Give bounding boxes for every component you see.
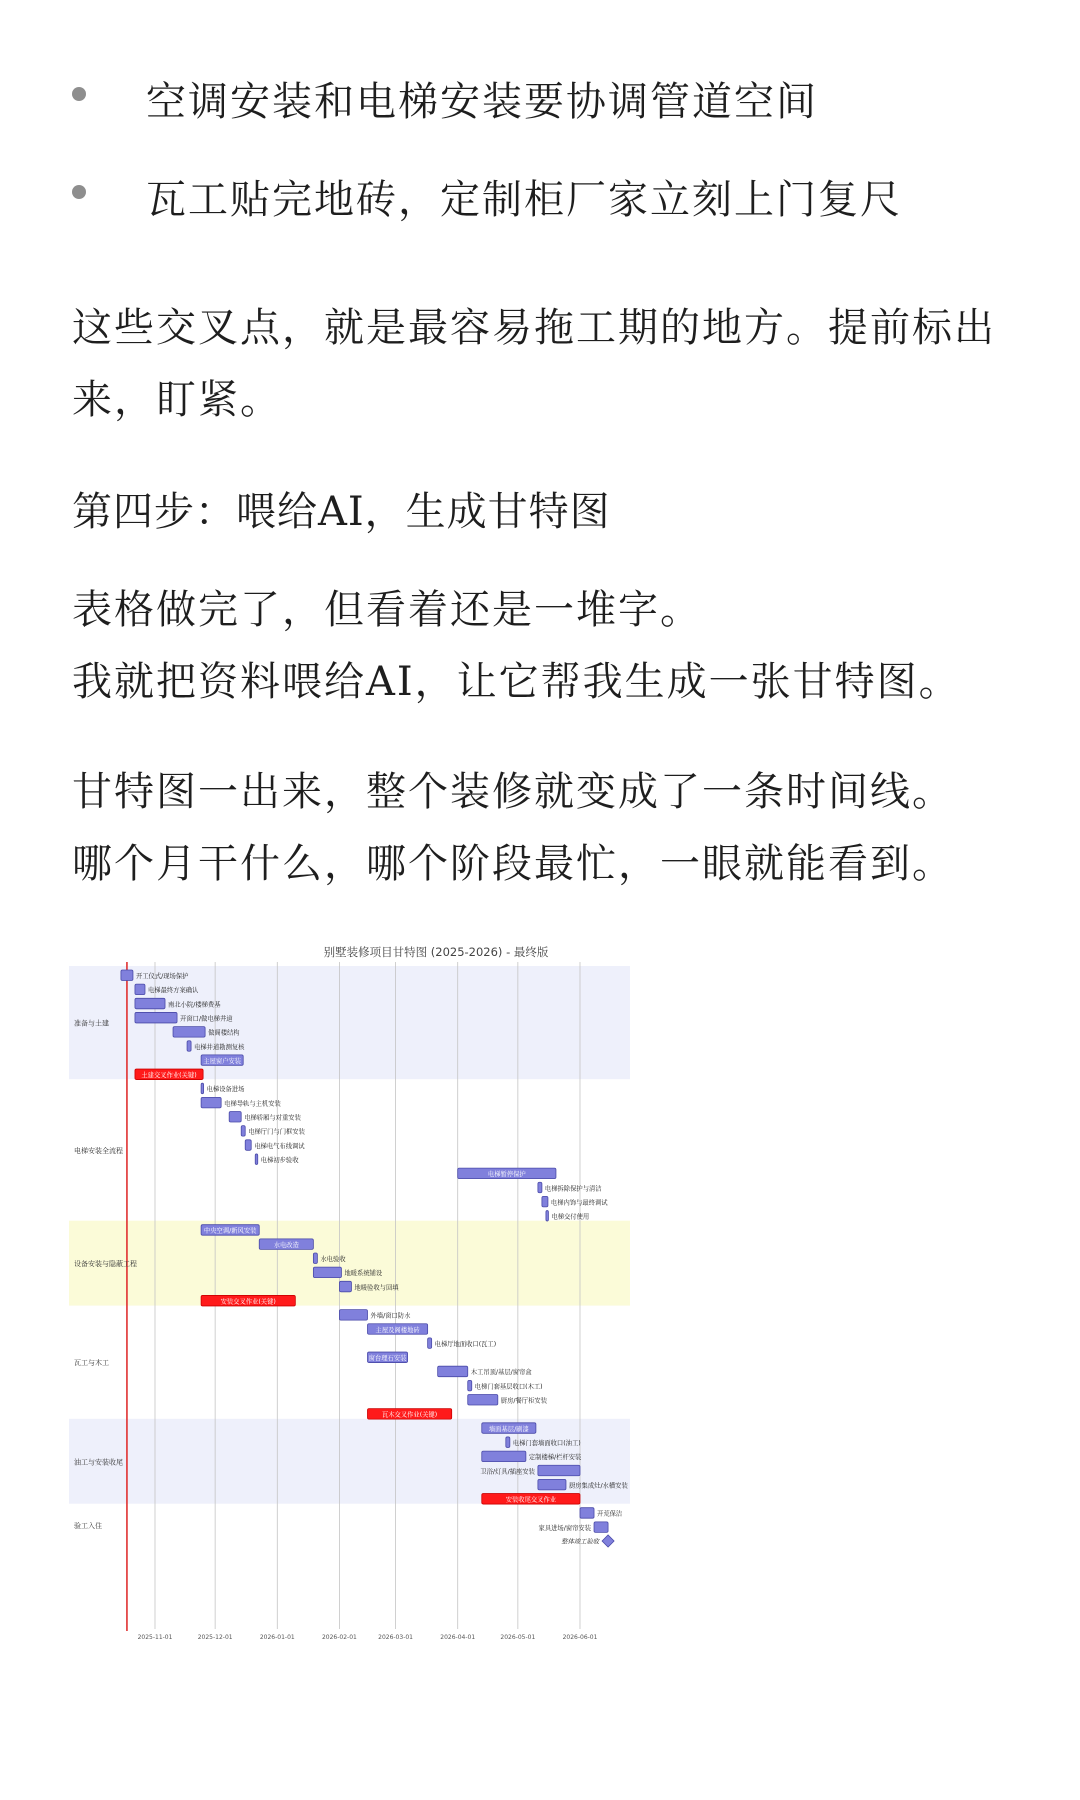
task-label: 窗台理石安装 xyxy=(368,1355,407,1363)
task-label: 电梯初步验收 xyxy=(260,1156,299,1164)
task-bar xyxy=(594,1522,608,1533)
task-bar xyxy=(245,1140,251,1151)
x-tick-label: 2025-12-01 xyxy=(197,1634,233,1641)
task-label: 外墙/窗口防水 xyxy=(370,1312,411,1320)
task-bar xyxy=(135,1012,177,1023)
group-band xyxy=(69,1221,630,1306)
step-heading: 第四步：喂给AI，生成甘特图 xyxy=(72,489,611,535)
task-bar xyxy=(506,1437,510,1448)
group-label: 验工入住 xyxy=(74,1521,102,1530)
paragraph-line: 哪个月干什么，哪个阶段最忙，一眼就能看到。 xyxy=(72,841,954,887)
chart-title: 别墅装修项目甘特图 (2025-2026) - 最终版 xyxy=(323,945,549,959)
paragraph-line: 来，盯紧。 xyxy=(72,377,282,423)
group-band xyxy=(69,1419,630,1504)
task-bar xyxy=(538,1479,566,1490)
task-bar xyxy=(173,1027,205,1038)
task-label: 电梯门套基层收口(木工) xyxy=(474,1383,543,1391)
bullet-dot xyxy=(72,87,86,101)
task-label: 电梯最终方案确认 xyxy=(147,987,199,995)
task-label: 安装交叉作业(关键) xyxy=(220,1298,276,1306)
x-tick-label: 2026-06-01 xyxy=(562,1634,598,1641)
group-label: 准备与土建 xyxy=(74,1019,109,1028)
task-label: 电梯厅门与门框安装 xyxy=(248,1128,305,1136)
paragraph-crosspoints xyxy=(72,292,1012,436)
bullet-item-1 xyxy=(72,64,972,124)
bullet-item-2 xyxy=(72,162,972,222)
paragraph-line: 甘特图一出来，整个装修就变成了一条时间线。 xyxy=(72,769,954,815)
task-label: 中央空调/新风安装 xyxy=(203,1227,257,1235)
task-label: 电梯门套墙面收口(油工) xyxy=(512,1439,581,1447)
task-bar xyxy=(482,1451,526,1462)
task-label: 电梯厅地面收口(瓦工) xyxy=(434,1340,497,1348)
task-label: 墙面基层/刷漆 xyxy=(488,1425,529,1433)
x-tick-label: 2026-05-01 xyxy=(500,1634,536,1641)
task-label: 安装收尾交叉作业 xyxy=(505,1496,557,1504)
task-bar xyxy=(135,984,145,995)
task-bar xyxy=(339,1281,351,1292)
x-tick-label: 2026-03-01 xyxy=(378,1634,414,1641)
task-label: 家具进场/窗帘安装 xyxy=(538,1524,592,1532)
group-label: 电梯安装全流程 xyxy=(74,1146,123,1155)
task-bar xyxy=(339,1310,367,1321)
paragraph-line: 这些交叉点，就是最容易拖工期的地方。提前标出 xyxy=(72,305,996,351)
task-label: 电梯电气布线调试 xyxy=(254,1142,305,1150)
x-tick-label: 2026-02-01 xyxy=(321,1634,357,1641)
bullet-text: 空调安装和电梯安装要协调管道空间 xyxy=(146,79,818,125)
task-label: 水电改造 xyxy=(273,1241,299,1249)
group-label: 瓦工与木工 xyxy=(74,1359,109,1368)
task-label: 土建交叉作业(关键) xyxy=(141,1072,197,1080)
task-label: 电梯设备进场 xyxy=(206,1086,245,1094)
task-bar xyxy=(542,1196,548,1207)
task-bar xyxy=(201,1083,204,1094)
task-label: 地暖系统铺设 xyxy=(344,1270,383,1278)
task-bar xyxy=(313,1253,317,1264)
task-label: 地暖验收与回填 xyxy=(354,1284,399,1292)
task-bar xyxy=(121,970,133,981)
task-label: 定制楼梯/栏杆安装 xyxy=(528,1454,582,1462)
task-bar xyxy=(313,1267,341,1278)
task-label: 电梯交付使用 xyxy=(551,1213,590,1221)
task-bar xyxy=(538,1465,580,1476)
task-bar xyxy=(135,998,165,1009)
paragraph-line: 表格做完了，但看着还是一堆字。 xyxy=(72,587,702,633)
task-bar xyxy=(580,1508,594,1519)
task-label: 开工仪式/现场保护 xyxy=(135,973,189,980)
task-bar xyxy=(241,1126,245,1137)
task-bar xyxy=(546,1211,549,1222)
task-label: 木工吊顶/基层/窗帘盒 xyxy=(470,1369,532,1377)
task-label: 电梯内饰与最终调试 xyxy=(550,1199,608,1207)
task-label: 主屋及阁楼地砖 xyxy=(375,1326,420,1334)
task-label: 卫浴/灯具/插座安装 xyxy=(480,1468,535,1476)
bullet-dot xyxy=(72,185,86,199)
task-label: 电梯井道勘测复核 xyxy=(194,1043,245,1051)
task-label: 电梯暂停保护 xyxy=(487,1171,526,1179)
task-label: 开窗口/做电梯井道 xyxy=(180,1015,233,1023)
milestone-marker xyxy=(602,1535,614,1547)
task-bar xyxy=(428,1338,432,1349)
task-label: 开荒保洁 xyxy=(597,1510,623,1518)
task-label: 厨房/餐厅柜安装 xyxy=(500,1397,548,1405)
x-tick-label: 2025-11-01 xyxy=(137,1634,173,1641)
task-bar xyxy=(255,1154,257,1165)
task-label: 电梯导轨与主机安装 xyxy=(224,1100,281,1108)
task-bar xyxy=(229,1112,241,1123)
task-bar xyxy=(538,1182,542,1193)
task-label: 水电验收 xyxy=(320,1256,346,1263)
bullet-text: 瓦工贴完地砖，定制柜厂家立刻上门复尺 xyxy=(146,177,902,223)
x-tick-label: 2026-04-01 xyxy=(440,1634,476,1641)
paragraph-gantt-result xyxy=(72,756,1012,900)
group-label: 设备安装与隐蔽工程 xyxy=(74,1260,137,1269)
paragraph-line: 我就把资料喂给AI，让它帮我生成一张甘特图。 xyxy=(72,659,961,705)
task-label: 厨房集成灶/水槽安装 xyxy=(568,1482,628,1490)
task-label: 电梯轿厢与对重安装 xyxy=(244,1114,301,1122)
paragraph-table-done xyxy=(72,574,1012,718)
task-bar xyxy=(468,1395,498,1406)
task-label: 主屋窗户安装 xyxy=(203,1057,242,1065)
task-label: 整体竣工验收 xyxy=(561,1538,600,1546)
task-label: 电梯拆除保护与清洁 xyxy=(544,1185,602,1193)
task-label: 做阁楼结构 xyxy=(208,1029,240,1037)
group-label: 油工与安装收尾 xyxy=(74,1458,123,1467)
task-label: 南北小院/楼梯费基 xyxy=(168,1001,221,1009)
task-bar xyxy=(468,1380,472,1391)
x-tick-label: 2026-01-01 xyxy=(259,1634,295,1641)
task-label: 瓦木交叉作业(关键) xyxy=(381,1411,438,1419)
task-bar xyxy=(187,1041,191,1052)
gantt-chart xyxy=(66,940,726,1680)
task-bar xyxy=(438,1366,468,1377)
task-bar xyxy=(201,1097,221,1108)
